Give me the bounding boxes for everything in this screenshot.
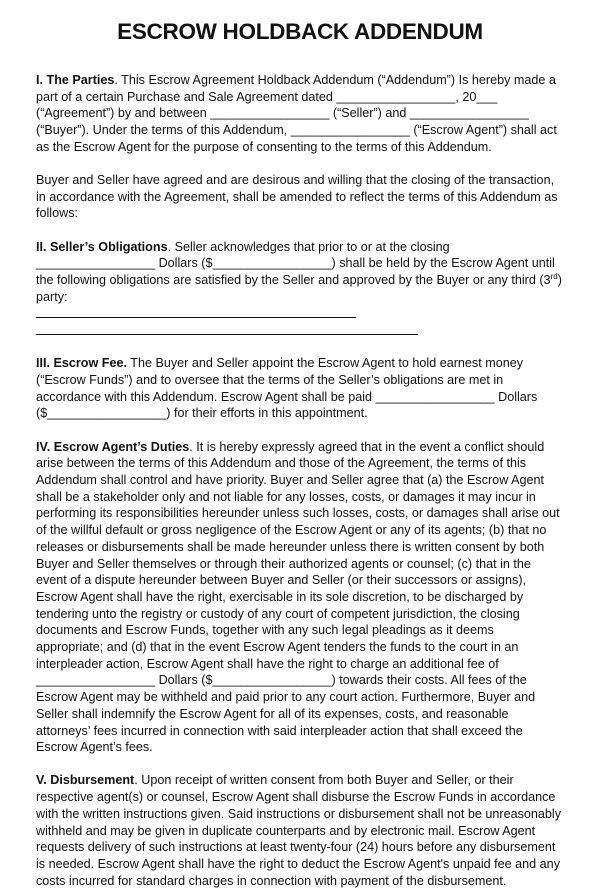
ordinal-superscript: rd <box>550 271 558 281</box>
section-body-end: ) party: <box>36 273 562 304</box>
section-body: . Upon receipt of written consent from both Buyer and Seller, or their respective agent(s) or counsel, Escrow Agent shall disburse the Escrow Funds in accordance with the written instructions given. Said instructions or disbursement shall not be unreasonably withheld and may be given in duplicate counterparts and by electronic mail. Escrow Agent requests delivery of such instructions at least twenty-four (24) hours before any disbursement is needed. Escrow Agent shall have the right to deduct the Escrow Agent's unpaid fee and any costs incurred for standard charges in connection with payment of the disbursement. <box>36 773 562 888</box>
section-heading: II. Seller’s Obligations <box>36 239 168 254</box>
section-heading: V. Disbursement <box>36 773 135 788</box>
obligations-blank-line-1 <box>36 305 564 322</box>
section-seller-obligations <box>36 239 564 306</box>
section-body: . Seller acknowledges that prior to or at the closing _________________ Dollars ($_________________) shall be held by the Escrow Agent until the following obligations are satisfied by the Seller and approved by the Buyer or any third (3 <box>36 239 555 288</box>
section-body: The Buyer and Seller appoint the Escrow Agent to hold earnest money (“Escrow Funds”) and to oversee that the terms of the Seller’s obligations are met in accordance with this Addendum. Escrow Agent shall be paid _________________ Dollars ($_________________) for their efforts in this appointment. <box>36 356 538 421</box>
obligations-blank-line-2 <box>36 322 564 339</box>
section-disbursement <box>36 772 564 889</box>
section-heading: I. The Parties <box>36 73 115 87</box>
section-agreement-intro <box>36 172 564 222</box>
section-body: . It is hereby expressly agreed that in the event a conflict should arise between the terms of this Addendum and those of the Agreement, the terms of this Addendum shall control and have priority. Buyer and Seller agree that (a) the Escrow Agent shall be a stakeholder only and not liable for any losses, costs, or damages it may incur in performing its responsibilities hereunder unless such losses, costs, or damages shall arise out of the willful default or gross negligence of the Escrow Agent or any of its agents; (b) that no releases or disbursements shall be made hereunder unless there is written consent by both Buyer and Seller themselves or through their authorized agents or counsel; (c) that in the event of a dispute hereunder between Buyer and Seller (or their successors or assigns), Escrow Agent shall have the right, exercisable in its sole discretion, to be discharged by tendering unto the registry or custody of any court of competent jurisdiction, the closing documents and Escrow Funds, together with any such legal pleadings as it deems appropriate; and (d) that in the event Escrow Agent tenders the funds to the court in an interpleader action, Escrow Agent shall have the right to charge an additional fee of _________________ Dollars ($_________________) towards their costs. All fees of the Escrow Agent may be withheld and paid prior to any court action. Furthermore, Buyer and Seller shall indemnify the Escrow Agent for all of its expenses, costs, and reasonable attorneys’ fees incurred in connection with said interpleader action that shall exceed the Escrow Agent’s fees. <box>36 439 560 755</box>
section-heading: IV. Escrow Agent’s Duties <box>36 439 190 454</box>
section-parties <box>36 72 564 156</box>
section-body: . This Escrow Agreement Holdback Addendum (“Addendum”) Is hereby made a part of a certain Purchase and Sale Agreement dated _________________, 20___ (“Agreement”) by and between _________________ (“Seller”) and _________________ (“Buyer”). Under the terms of this Addendum, _________________ (“Escrow Agent”) shall act as the Escrow Agent for the purpose of consenting to the terms of this Addendum. <box>36 73 557 154</box>
section-escrow-fee <box>36 355 564 422</box>
document-title: ESCROW HOLDBACK ADDENDUM <box>117 19 483 44</box>
section-body: Buyer and Seller have agreed and are desirous and willing that the closing of the transaction, in accordance with the Agreement, shall be amended to reflect the terms of this Addendum as follows: <box>36 173 558 221</box>
section-heading: III. Escrow Fee. <box>36 356 127 371</box>
section-escrow-agent-duties <box>36 439 564 756</box>
